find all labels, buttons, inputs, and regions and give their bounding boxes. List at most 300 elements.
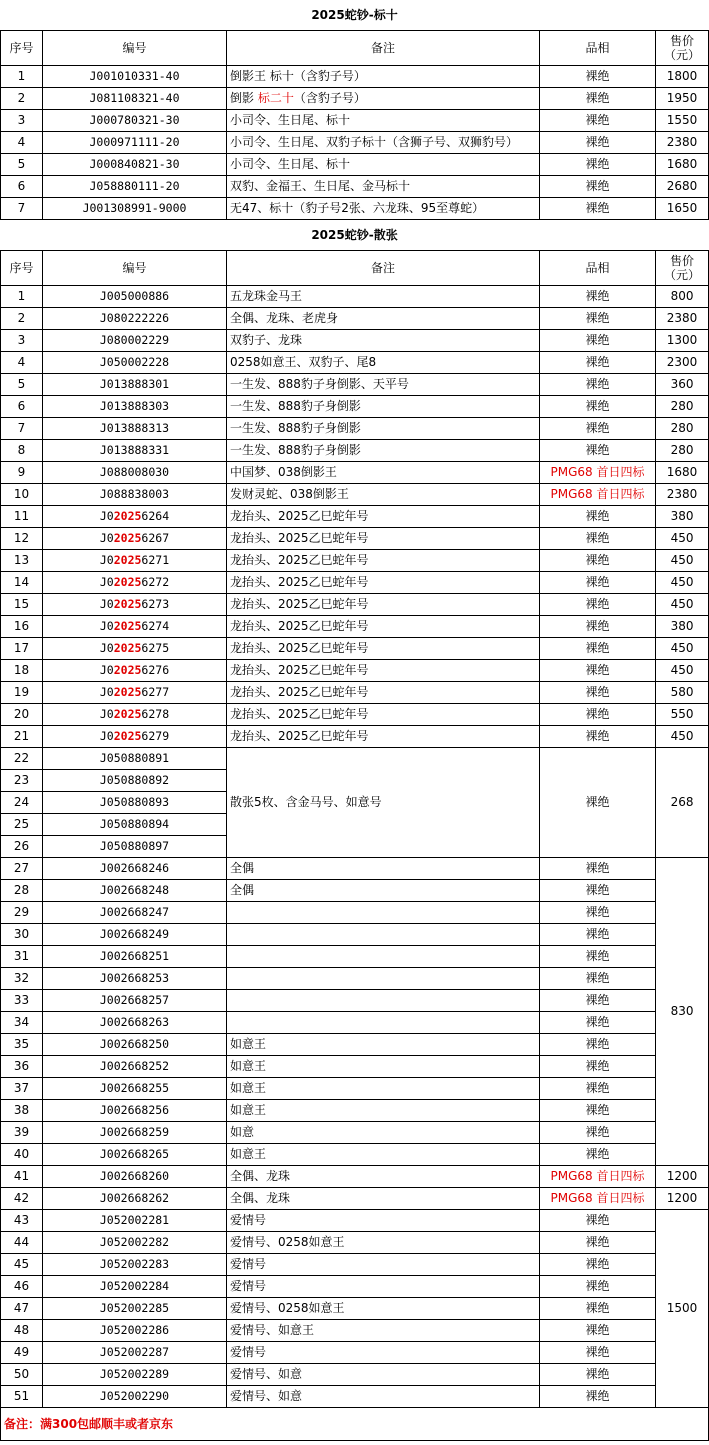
- price: 1550: [656, 110, 709, 132]
- banknote-code: J000971111-20: [43, 132, 227, 154]
- table-row: [1, 1078, 709, 1100]
- banknote-code: J052002284: [43, 1276, 227, 1298]
- grade: 裸绝: [540, 704, 656, 726]
- serial-no: 3: [1, 110, 43, 132]
- banknote-code: J020256272: [43, 572, 227, 594]
- grade: PMG68 首日四标: [540, 462, 656, 484]
- table-row: [1, 1298, 709, 1320]
- price-table-body: [1, 0, 709, 1441]
- grade: 裸绝: [540, 110, 656, 132]
- price: 450: [656, 572, 709, 594]
- grade: 裸绝: [540, 682, 656, 704]
- table-row: [1, 198, 709, 220]
- remark: 龙抬头、2025乙巳蛇年号: [227, 506, 540, 528]
- price: 1300: [656, 330, 709, 352]
- grade: 裸绝: [540, 1100, 656, 1122]
- banknote-code: J002668247: [43, 902, 227, 924]
- remark: 如意王: [227, 1100, 540, 1122]
- serial-no: 20: [1, 704, 43, 726]
- header-price: 售价 （元）: [656, 251, 709, 286]
- grade: 裸绝: [540, 616, 656, 638]
- table-row: [1, 1144, 709, 1166]
- remark: 倒影王 标十（含豹子号）: [227, 66, 540, 88]
- table-row: [1, 1210, 709, 1232]
- table-row: [1, 440, 709, 462]
- banknote-code: J002668265: [43, 1144, 227, 1166]
- banknote-code: J002668252: [43, 1056, 227, 1078]
- serial-no: 33: [1, 990, 43, 1012]
- serial-no: 17: [1, 638, 43, 660]
- price: 1950: [656, 88, 709, 110]
- banknote-code: J002668251: [43, 946, 227, 968]
- table-row: [1, 176, 709, 198]
- remark: 全偶: [227, 880, 540, 902]
- grade: 裸绝: [540, 638, 656, 660]
- banknote-code: J020256264: [43, 506, 227, 528]
- banknote-code: J052002286: [43, 1320, 227, 1342]
- banknote-code: J050002228: [43, 352, 227, 374]
- grade: 裸绝: [540, 1364, 656, 1386]
- table-row: [1, 1188, 709, 1210]
- grade: 裸绝: [540, 1012, 656, 1034]
- banknote-code: J002668256: [43, 1100, 227, 1122]
- remark: 龙抬头、2025乙巳蛇年号: [227, 638, 540, 660]
- grade: 裸绝: [540, 198, 656, 220]
- banknote-code: J052002282: [43, 1232, 227, 1254]
- remark: 散张5枚、含金马号、如意号: [227, 748, 540, 858]
- header-price: 售价 （元）: [656, 31, 709, 66]
- remark: 龙抬头、2025乙巳蛇年号: [227, 572, 540, 594]
- serial-no: 31: [1, 946, 43, 968]
- serial-no: 34: [1, 1012, 43, 1034]
- grade: PMG68 首日四标: [540, 1188, 656, 1210]
- price: 450: [656, 638, 709, 660]
- serial-no: 2: [1, 88, 43, 110]
- remark: 爱情号: [227, 1254, 540, 1276]
- price: 1200: [656, 1188, 709, 1210]
- grade: 裸绝: [540, 946, 656, 968]
- banknote-code: J050880897: [43, 836, 227, 858]
- banknote-code: J052002289: [43, 1364, 227, 1386]
- table-row: [1, 880, 709, 902]
- table-row: [1, 506, 709, 528]
- remark: 龙抬头、2025乙巳蛇年号: [227, 704, 540, 726]
- serial-no: 2: [1, 308, 43, 330]
- banknote-code: J080222226: [43, 308, 227, 330]
- remark: 全偶、龙珠: [227, 1166, 540, 1188]
- price: 1680: [656, 462, 709, 484]
- serial-no: 6: [1, 396, 43, 418]
- price: 280: [656, 440, 709, 462]
- remark: 如意王: [227, 1144, 540, 1166]
- table-row: [1, 352, 709, 374]
- serial-no: 28: [1, 880, 43, 902]
- section-title-row: [1, 0, 709, 31]
- banknote-code: J020256276: [43, 660, 227, 682]
- banknote-code: J050880893: [43, 792, 227, 814]
- serial-no: 7: [1, 418, 43, 440]
- serial-no: 29: [1, 902, 43, 924]
- remark: 爱情号、如意: [227, 1364, 540, 1386]
- remark: 小司令、生日尾、标十: [227, 110, 540, 132]
- serial-no: 48: [1, 1320, 43, 1342]
- footer-row: [1, 1408, 709, 1441]
- code-year-highlight: 2025: [113, 597, 142, 611]
- remark: 爱情号: [227, 1342, 540, 1364]
- remark: 双豹、金福王、生日尾、金马标十: [227, 176, 540, 198]
- remark: 倒影 标二十（含豹子号）: [227, 88, 540, 110]
- grade: 裸绝: [540, 154, 656, 176]
- price: 280: [656, 396, 709, 418]
- table-row: [1, 616, 709, 638]
- banknote-code: J000780321-30: [43, 110, 227, 132]
- price: 1680: [656, 154, 709, 176]
- header-row: [1, 251, 709, 286]
- table-row: [1, 462, 709, 484]
- serial-no: 42: [1, 1188, 43, 1210]
- table-row: [1, 1254, 709, 1276]
- price: 1500: [656, 1210, 709, 1408]
- serial-no: 14: [1, 572, 43, 594]
- banknote-code: J020256278: [43, 704, 227, 726]
- serial-no: 9: [1, 462, 43, 484]
- code-year-highlight: 2025: [113, 707, 142, 721]
- banknote-code: J052002281: [43, 1210, 227, 1232]
- banknote-code: J052002290: [43, 1386, 227, 1408]
- table-row: [1, 858, 709, 880]
- remark: 五龙珠金马王: [227, 286, 540, 308]
- grade: 裸绝: [540, 1254, 656, 1276]
- serial-no: 6: [1, 176, 43, 198]
- remark: 如意: [227, 1122, 540, 1144]
- table-row: [1, 550, 709, 572]
- table-row: [1, 418, 709, 440]
- grade: 裸绝: [540, 990, 656, 1012]
- remark: [227, 990, 540, 1012]
- remark: 中国梦、038倒影王: [227, 462, 540, 484]
- code-year-highlight: 2025: [113, 531, 142, 545]
- table-row: [1, 572, 709, 594]
- grade: 裸绝: [540, 1232, 656, 1254]
- table-row: [1, 308, 709, 330]
- price: 280: [656, 418, 709, 440]
- banknote-code: J002668253: [43, 968, 227, 990]
- price: 450: [656, 528, 709, 550]
- banknote-code: J050880894: [43, 814, 227, 836]
- header-grade: 品相: [540, 31, 656, 66]
- price: 2380: [656, 308, 709, 330]
- serial-no: 24: [1, 792, 43, 814]
- table-row: [1, 374, 709, 396]
- code-year-highlight: 2025: [113, 619, 142, 633]
- price: 1650: [656, 198, 709, 220]
- price: 450: [656, 594, 709, 616]
- price: 550: [656, 704, 709, 726]
- table-row: [1, 990, 709, 1012]
- header-code: 编号: [43, 31, 227, 66]
- price: 2680: [656, 176, 709, 198]
- table-row: [1, 484, 709, 506]
- remark: [227, 968, 540, 990]
- grade: 裸绝: [540, 330, 656, 352]
- remark: 发财灵蛇、038倒影王: [227, 484, 540, 506]
- serial-no: 10: [1, 484, 43, 506]
- grade: 裸绝: [540, 66, 656, 88]
- table-row: [1, 1056, 709, 1078]
- remark: 一生发、888豹子身倒影: [227, 418, 540, 440]
- grade: 裸绝: [540, 396, 656, 418]
- remark: 如意王: [227, 1056, 540, 1078]
- grade: 裸绝: [540, 748, 656, 858]
- banknote-code: J050880891: [43, 748, 227, 770]
- remark: [227, 1012, 540, 1034]
- grade: 裸绝: [540, 1320, 656, 1342]
- banknote-code: J002668250: [43, 1034, 227, 1056]
- code-year-highlight: 2025: [113, 685, 142, 699]
- grade: 裸绝: [540, 1210, 656, 1232]
- grade: 裸绝: [540, 880, 656, 902]
- remark: 爱情号: [227, 1210, 540, 1232]
- grade: 裸绝: [540, 506, 656, 528]
- table-row: [1, 902, 709, 924]
- section-title: 2025蛇钞-标十: [1, 0, 709, 31]
- price: 360: [656, 374, 709, 396]
- remark: 全偶、龙珠: [227, 1188, 540, 1210]
- serial-no: 35: [1, 1034, 43, 1056]
- grade: 裸绝: [540, 1298, 656, 1320]
- remark: 双豹子、龙珠: [227, 330, 540, 352]
- table-row: [1, 968, 709, 990]
- banknote-code: J002668260: [43, 1166, 227, 1188]
- table-row: [1, 1100, 709, 1122]
- remark: 无47、标十（豹子号2张、六龙珠、95至尊蛇）: [227, 198, 540, 220]
- serial-no: 22: [1, 748, 43, 770]
- table-row: [1, 1320, 709, 1342]
- grade: 裸绝: [540, 176, 656, 198]
- banknote-code: J002668262: [43, 1188, 227, 1210]
- serial-no: 1: [1, 286, 43, 308]
- table-row: [1, 110, 709, 132]
- serial-no: 26: [1, 836, 43, 858]
- remark: 全偶: [227, 858, 540, 880]
- banknote-code: J001308991-9000: [43, 198, 227, 220]
- banknote-code: J002668249: [43, 924, 227, 946]
- serial-no: 36: [1, 1056, 43, 1078]
- banknote-code: J000840821-30: [43, 154, 227, 176]
- remark: 龙抬头、2025乙巳蛇年号: [227, 550, 540, 572]
- banknote-code: J020256275: [43, 638, 227, 660]
- table-row: [1, 396, 709, 418]
- grade: 裸绝: [540, 902, 656, 924]
- serial-no: 15: [1, 594, 43, 616]
- remark: [227, 946, 540, 968]
- banknote-code: J002668248: [43, 880, 227, 902]
- grade: 裸绝: [540, 440, 656, 462]
- grade: 裸绝: [540, 1122, 656, 1144]
- header-row: [1, 31, 709, 66]
- serial-no: 30: [1, 924, 43, 946]
- table-row: [1, 66, 709, 88]
- code-year-highlight: 2025: [113, 663, 142, 677]
- serial-no: 4: [1, 132, 43, 154]
- code-year-highlight: 2025: [113, 553, 142, 567]
- grade: 裸绝: [540, 550, 656, 572]
- price: 1800: [656, 66, 709, 88]
- banknote-code: J020256277: [43, 682, 227, 704]
- table-row: [1, 1034, 709, 1056]
- price: 2380: [656, 132, 709, 154]
- serial-no: 50: [1, 1364, 43, 1386]
- grade: 裸绝: [540, 1078, 656, 1100]
- section-title: 2025蛇钞-散张: [1, 220, 709, 251]
- serial-no: 45: [1, 1254, 43, 1276]
- table-row: [1, 1232, 709, 1254]
- table-row: [1, 1012, 709, 1034]
- banknote-code: J020256274: [43, 616, 227, 638]
- remark: 小司令、生日尾、双豹子标十（含狮子号、双狮豹号）: [227, 132, 540, 154]
- grade: 裸绝: [540, 352, 656, 374]
- table-row: [1, 286, 709, 308]
- banknote-code: J020256267: [43, 528, 227, 550]
- grade: 裸绝: [540, 286, 656, 308]
- grade: 裸绝: [540, 1056, 656, 1078]
- banknote-code: J050880892: [43, 770, 227, 792]
- grade: 裸绝: [540, 1342, 656, 1364]
- serial-no: 5: [1, 154, 43, 176]
- serial-no: 11: [1, 506, 43, 528]
- banknote-code: J002668263: [43, 1012, 227, 1034]
- code-year-highlight: 2025: [113, 641, 142, 655]
- price: 830: [656, 858, 709, 1166]
- remark: 爱情号、0258如意王: [227, 1232, 540, 1254]
- grade: 裸绝: [540, 418, 656, 440]
- code-year-highlight: 2025: [113, 729, 142, 743]
- banknote-code: J020256273: [43, 594, 227, 616]
- serial-no: 37: [1, 1078, 43, 1100]
- serial-no: 41: [1, 1166, 43, 1188]
- table-row: [1, 946, 709, 968]
- serial-no: 13: [1, 550, 43, 572]
- serial-no: 12: [1, 528, 43, 550]
- banknote-code: J013888301: [43, 374, 227, 396]
- banknote-code: J020256279: [43, 726, 227, 748]
- grade: 裸绝: [540, 594, 656, 616]
- table-row: [1, 330, 709, 352]
- grade: 裸绝: [540, 308, 656, 330]
- serial-no: 25: [1, 814, 43, 836]
- grade: 裸绝: [540, 572, 656, 594]
- banknote-code: J020256271: [43, 550, 227, 572]
- remark: 全偶、龙珠、老虎身: [227, 308, 540, 330]
- banknote-code: J013888303: [43, 396, 227, 418]
- banknote-code: J058880111-20: [43, 176, 227, 198]
- grade: 裸绝: [540, 528, 656, 550]
- table-row: [1, 1364, 709, 1386]
- remark: 一生发、888豹子身倒影: [227, 396, 540, 418]
- table-row: [1, 924, 709, 946]
- code-year-highlight: 2025: [113, 509, 142, 523]
- serial-no: 4: [1, 352, 43, 374]
- banknote-code: J013888313: [43, 418, 227, 440]
- remark: 0258如意王、双豹子、尾8: [227, 352, 540, 374]
- table-row: [1, 154, 709, 176]
- serial-no: 5: [1, 374, 43, 396]
- section-title-row: [1, 220, 709, 251]
- serial-no: 19: [1, 682, 43, 704]
- grade: 裸绝: [540, 660, 656, 682]
- serial-no: 3: [1, 330, 43, 352]
- serial-no: 39: [1, 1122, 43, 1144]
- header-remark: 备注: [227, 251, 540, 286]
- serial-no: 21: [1, 726, 43, 748]
- grade: 裸绝: [540, 1386, 656, 1408]
- banknote-code: J002668255: [43, 1078, 227, 1100]
- serial-no: 49: [1, 1342, 43, 1364]
- header-grade: 品相: [540, 251, 656, 286]
- remark: 龙抬头、2025乙巳蛇年号: [227, 682, 540, 704]
- serial-no: 16: [1, 616, 43, 638]
- serial-no: 44: [1, 1232, 43, 1254]
- remark: 一生发、888豹子身倒影: [227, 440, 540, 462]
- serial-no: 51: [1, 1386, 43, 1408]
- grade: 裸绝: [540, 1144, 656, 1166]
- banknote-code: J013888331: [43, 440, 227, 462]
- serial-no: 27: [1, 858, 43, 880]
- price: 1200: [656, 1166, 709, 1188]
- banknote-code: J002668259: [43, 1122, 227, 1144]
- grade: 裸绝: [540, 374, 656, 396]
- remark: 龙抬头、2025乙巳蛇年号: [227, 726, 540, 748]
- code-year-highlight: 2025: [113, 575, 142, 589]
- remark: 龙抬头、2025乙巳蛇年号: [227, 528, 540, 550]
- remark: [227, 902, 540, 924]
- serial-no: 8: [1, 440, 43, 462]
- table-row: [1, 638, 709, 660]
- banknote-code: J001010331-40: [43, 66, 227, 88]
- header-no: 序号: [1, 31, 43, 66]
- table-row: [1, 1166, 709, 1188]
- header-remark: 备注: [227, 31, 540, 66]
- banknote-code: J088008030: [43, 462, 227, 484]
- remark: 龙抬头、2025乙巳蛇年号: [227, 616, 540, 638]
- grade: PMG68 首日四标: [540, 484, 656, 506]
- price: 380: [656, 506, 709, 528]
- grade: 裸绝: [540, 1276, 656, 1298]
- remark: 如意王: [227, 1078, 540, 1100]
- table-row: [1, 1276, 709, 1298]
- remark: 爱情号、如意: [227, 1386, 540, 1408]
- table-row: [1, 704, 709, 726]
- table-row: [1, 726, 709, 748]
- remark: 爱情号、0258如意王: [227, 1298, 540, 1320]
- table-row: [1, 748, 709, 770]
- serial-no: 46: [1, 1276, 43, 1298]
- table-row: [1, 594, 709, 616]
- remark: 一生发、888豹子身倒影、天平号: [227, 374, 540, 396]
- table-row: [1, 132, 709, 154]
- price: 380: [656, 616, 709, 638]
- price: 2380: [656, 484, 709, 506]
- table-row: [1, 660, 709, 682]
- table-row: [1, 1122, 709, 1144]
- banknote-code: J080002229: [43, 330, 227, 352]
- serial-no: 43: [1, 1210, 43, 1232]
- grade: PMG68 首日四标: [540, 1166, 656, 1188]
- banknote-code: J052002285: [43, 1298, 227, 1320]
- header-code: 编号: [43, 251, 227, 286]
- table-row: [1, 528, 709, 550]
- grade: 裸绝: [540, 88, 656, 110]
